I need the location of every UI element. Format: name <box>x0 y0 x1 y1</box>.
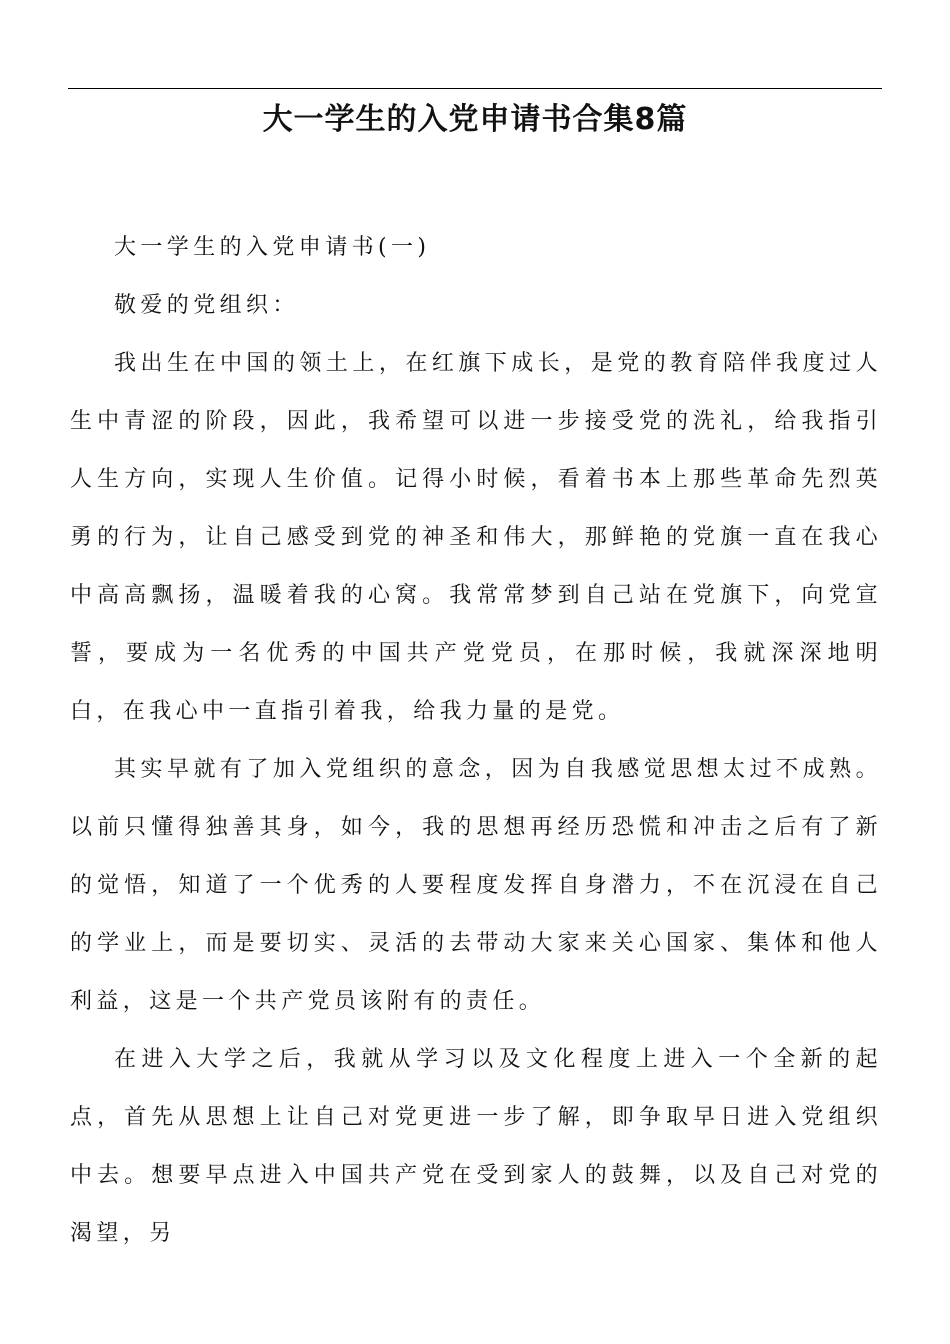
section-heading: 大一学生的入党申请书(一) <box>114 235 431 260</box>
document-title: 大一学生的入党申请书合集8篇 <box>262 102 688 137</box>
body-paragraph: 我出生在中国的领土上，在红旗下成长，是党的教育陪伴我度过人生中青涩的阶段，因此，我希望可以进一步接受党的洗礼，给我指引人生方向，实现人生价值。记得小时候，看着书本上那些革命先烈英勇的行为，让自己感受到党的神圣和伟大，那鲜艳的党旗一直在我心中高高飘扬，温暖着我的心窝。我常常梦到自己站在党旗下，向党宣誓，要成为一名优秀的中国共产党党员，在那时候，我就深深地明白，在我心中一直指引着我，给我力量的是党。 <box>70 351 882 724</box>
header-rule <box>68 88 882 89</box>
salutation: 敬爱的党组织： <box>114 293 299 318</box>
document-body <box>70 219 882 1263</box>
body-paragraph: 在进入大学之后，我就从学习以及文化程度上进入一个全新的起点，首先从思想上让自己对党更进一步了解，即争取早日进入党组织中去。想要早点进入中国共产党在受到家人的鼓舞，以及自己对党的渴望，另 <box>70 1047 882 1246</box>
body-paragraph: 其实早就有了加入党组织的意念，因为自我感觉思想太过不成熟。以前只懂得独善其身，如今，我的思想再经历恐慌和冲击之后有了新的觉悟，知道了一个优秀的人要程度发挥自身潜力，不在沉浸在自己的学业上，而是要切实、灵活的去带动大家来关心国家、集体和他人利益，这是一个共产党员该附有的责任。 <box>70 757 882 1014</box>
